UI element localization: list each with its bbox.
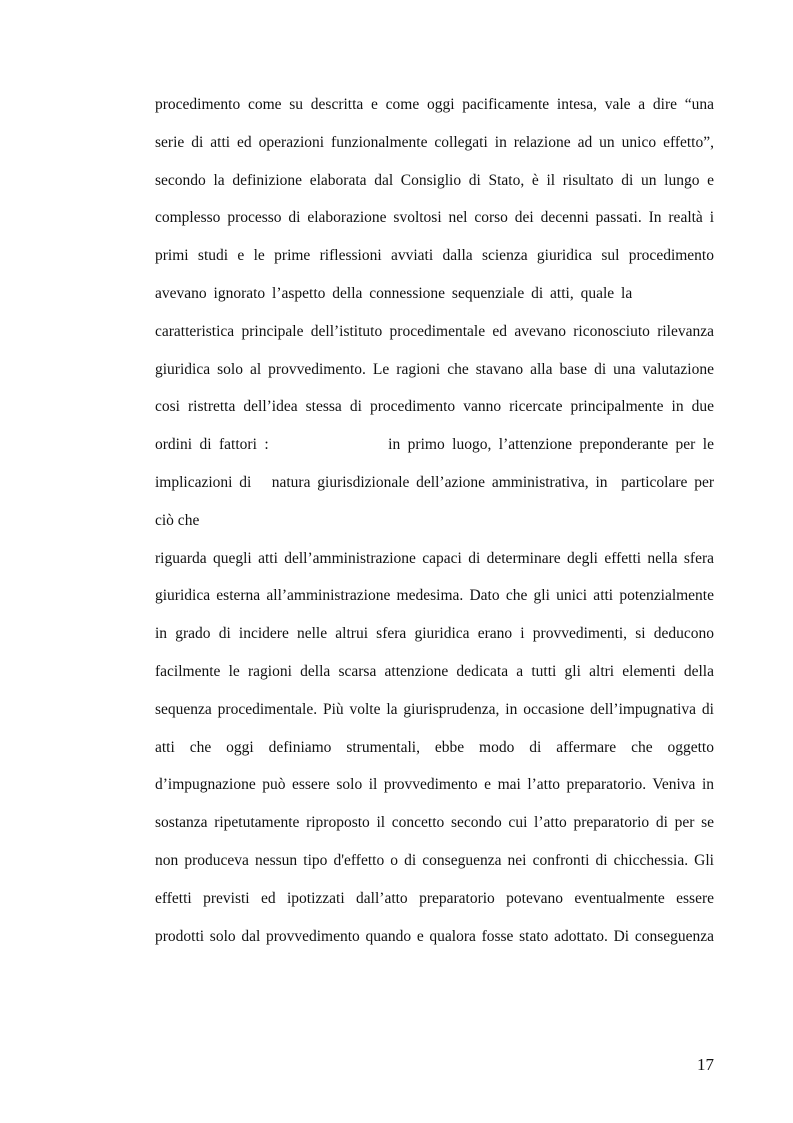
- text-line: sostanza ripetutamente riproposto il concetto secondo cui l’atto preparatorio di per se: [155, 814, 714, 832]
- text-line: giuridica esterna all’amministrazione medesima. Dato che gli unici atti potenzialmente: [155, 587, 714, 605]
- text-line: atti che oggi definiamo strumentali, ebbe modo di affermare che oggetto: [155, 738, 714, 756]
- text-line: riguarda quegli atti dell’amministrazione capaci di determinare degli effetti nella sfera: [155, 549, 714, 567]
- text-line: facilmente le ragioni della scarsa attenzione dedicata a tutti gli altri elementi della: [155, 662, 714, 680]
- text-line: complesso processo di elaborazione svoltosi nel corso dei decenni passati. In realtà i: [155, 209, 714, 227]
- text-line: ordini di fattori : in primo luogo, l’attenzione preponderante per le: [155, 436, 714, 454]
- text-line: in grado di incidere nelle altrui sfera giuridica erano i provvedimenti, si deducono: [155, 625, 714, 643]
- text-line: serie di atti ed operazioni funzionalmente collegati in relazione ad un unico effetto”,: [155, 133, 714, 151]
- text-line: non produceva nessun tipo d'effetto o di conseguenza nei confronti di chicchessia. Gli: [155, 851, 714, 869]
- text-line: primi studi e le prime riflessioni avviati dalla scienza giuridica sul procedimento: [155, 247, 714, 265]
- text-line: giuridica solo al provvedimento. Le ragioni che stavano alla base di una valutazione: [155, 360, 714, 378]
- text-line: cosi ristretta dell’idea stessa di procedimento vanno ricercate principalmente in due: [155, 398, 714, 416]
- page-number: 17: [697, 1055, 714, 1074]
- text-line: d’impugnazione può essere solo il provvedimento e mai l’atto preparatorio. Veniva in: [155, 776, 714, 794]
- text-line: secondo la definizione elaborata dal Consiglio di Stato, è il risultato di un lungo e: [155, 171, 714, 189]
- text-line: sequenza procedimentale. Più volte la giurisprudenza, in occasione dell’impugnativa di: [155, 700, 714, 718]
- body-text: [155, 93, 714, 962]
- text-line: implicazioni di natura giurisdizionale dell’azione amministrativa, in particolare per: [155, 473, 714, 491]
- text-line: avevano ignorato l’aspetto della connessione sequenziale di atti, quale la: [155, 284, 633, 302]
- text-line: caratteristica principale dell’istituto procedimentale ed avevano riconosciuto rilevanza: [155, 322, 714, 340]
- text-line: effetti previsti ed ipotizzati dall’atto preparatorio potevano eventualmente essere: [155, 889, 714, 907]
- text-line: procedimento come su descritta e come oggi pacificamente intesa, vale a dire “una: [155, 96, 714, 113]
- text-line: ciò che: [155, 511, 200, 529]
- text-line: prodotti solo dal provvedimento quando e qualora fosse stato adottato. Di conseguenza: [155, 927, 714, 945]
